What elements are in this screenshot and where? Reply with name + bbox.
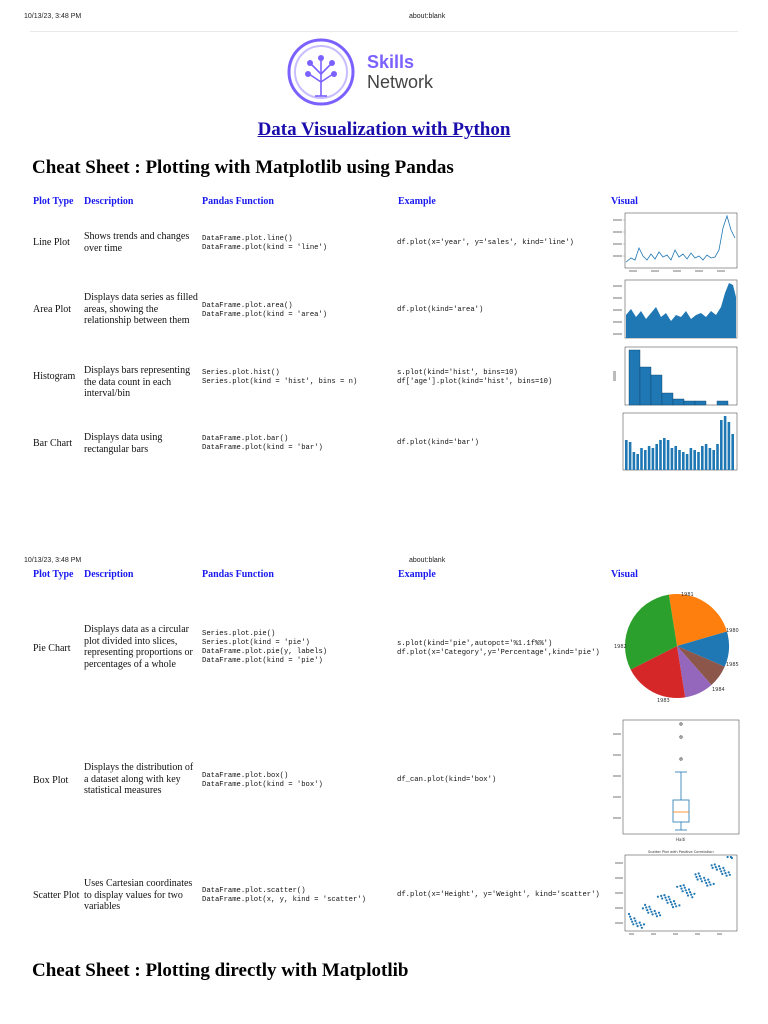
scatter-point <box>632 923 634 925</box>
bar-mark <box>671 448 674 470</box>
bar-mark <box>690 448 693 470</box>
scatter-point <box>718 865 720 867</box>
scatter-point <box>669 898 671 900</box>
scatter-point <box>719 868 721 870</box>
scatter-point <box>631 921 633 923</box>
scatter-point <box>635 922 637 924</box>
row-type: Area Plot <box>33 304 72 315</box>
histogram-visual <box>611 345 739 409</box>
scatter-point <box>641 927 643 929</box>
scatter-point <box>695 876 697 878</box>
scatter-point <box>671 903 673 905</box>
scatter-point <box>713 883 715 885</box>
scatter-point <box>667 902 669 904</box>
col-header-function: Pandas Function <box>202 196 274 207</box>
scatter-point <box>714 863 716 865</box>
scatter-point <box>684 887 686 889</box>
scatter-point <box>644 904 646 906</box>
bar-mark <box>709 448 712 470</box>
print-url: about:blank <box>409 13 446 20</box>
row-description: Shows trends and changes over time <box>84 231 190 254</box>
row-example: df.plot(kind='bar') <box>397 439 479 447</box>
pie-label: 1984 <box>712 687 725 693</box>
bar-mark <box>678 450 681 470</box>
pie-chart-visual <box>611 588 741 712</box>
bar-mark <box>629 442 632 470</box>
bar-mark <box>655 444 658 470</box>
row-example: s.plot(kind='pie',autopct='%1.1f%%') df.plot(x='Category',y='Percentage',kind='pie') <box>397 640 600 657</box>
col-header-example: Example <box>398 569 436 580</box>
scatter-point <box>649 908 651 910</box>
scatter-point <box>722 867 724 869</box>
bar-mark <box>686 454 689 470</box>
document-title[interactable]: Data Visualization with Python <box>257 119 511 140</box>
row-type: Box Plot <box>33 775 69 786</box>
row-function: DataFrame.plot.scatter() DataFrame.plot(x, y, kind = 'scatter') <box>202 887 366 904</box>
pie-label: 1985 <box>726 662 739 668</box>
pie-label: 1981 <box>681 592 694 598</box>
scatter-point <box>729 874 731 876</box>
scatter-point <box>685 889 687 891</box>
bar-mark <box>720 420 723 470</box>
bar-chart-visual <box>611 411 739 479</box>
scatter-point <box>676 886 678 888</box>
scatter-point <box>688 888 690 890</box>
scatter-point <box>655 913 657 915</box>
box-plot-visual <box>611 718 741 844</box>
scatter-point <box>699 875 701 877</box>
header-divider <box>30 31 738 32</box>
scatter-point <box>652 913 654 915</box>
bar-mark <box>652 448 655 470</box>
scatter-point <box>727 856 729 858</box>
scatter-point <box>628 913 630 915</box>
scatter-point <box>709 884 711 886</box>
scatter-point <box>661 897 663 899</box>
col-header-description: Description <box>84 569 134 580</box>
scatter-point <box>724 872 726 874</box>
col-header-plot-type: Plot Type <box>33 569 74 580</box>
row-type: Bar Chart <box>33 438 73 449</box>
scatter-point <box>658 912 660 914</box>
bar-mark <box>640 448 643 470</box>
bar-mark <box>682 452 685 470</box>
scatter-point <box>716 869 718 871</box>
bar-mark <box>712 450 715 470</box>
bar-mark <box>705 444 708 470</box>
row-type: Line Plot <box>33 237 70 248</box>
scatter-point <box>723 869 725 871</box>
row-function: Series.plot.pie() Series.plot(kind = 'pie') DataFrame.plot.pie(y, labels) DataFrame.plot(kind = 'pie') <box>202 630 328 665</box>
row-example: df.plot(x='year', y='sales', kind='line') <box>397 239 574 247</box>
scatter-point <box>640 924 642 926</box>
bar-mark <box>667 440 670 470</box>
col-header-visual: Visual <box>611 569 638 580</box>
scatter-point <box>660 895 662 897</box>
scatter-point <box>690 894 692 896</box>
scatter-point <box>715 866 717 868</box>
bar-mark <box>625 440 628 470</box>
logo-line2: Network <box>367 72 434 92</box>
row-example: df_can.plot(kind='box') <box>397 776 497 784</box>
scatter-point <box>683 884 685 886</box>
line-plot-visual <box>611 210 739 276</box>
scatter-point <box>707 879 709 881</box>
row-description: Displays bars representing the data count in each interval/bin <box>84 365 191 399</box>
row-function: DataFrame.plot.box() DataFrame.plot(kind = 'box') <box>202 772 323 789</box>
scatter-point <box>679 885 681 887</box>
logo-line1: Skills <box>367 52 415 72</box>
scatter-point <box>670 901 672 903</box>
print-datetime-2: 10/13/23, 3:48 PM <box>24 557 82 564</box>
scatter-point <box>672 906 674 908</box>
scatter-point <box>668 896 670 898</box>
bar-mark <box>693 450 696 470</box>
bar-mark <box>716 444 719 470</box>
scatter-point <box>703 877 705 879</box>
scatter-point <box>700 878 702 880</box>
col-header-example: Example <box>398 196 436 207</box>
scatter-point <box>694 873 696 875</box>
row-example: df.plot(kind='area') <box>397 306 484 314</box>
scatter-point <box>712 867 714 869</box>
scatter-point <box>705 882 707 884</box>
bar-mark <box>697 452 700 470</box>
scatter-point <box>711 864 713 866</box>
scatter-point <box>693 893 695 895</box>
row-description: Displays the distribution of a dataset along with key statistical measures <box>84 762 194 796</box>
scatter-point <box>674 903 676 905</box>
row-function: DataFrame.plot.bar() DataFrame.plot(kind = 'bar') <box>202 435 323 452</box>
row-function: DataFrame.plot.line() DataFrame.plot(kind = 'line') <box>202 235 328 252</box>
row-function: Series.plot.hist() Series.plot(kind = 'hist', bins = n) <box>202 369 358 386</box>
scatter-point <box>706 885 708 887</box>
area-plot-visual <box>611 277 739 343</box>
scatter-point <box>687 894 689 896</box>
scatter-point <box>634 920 636 922</box>
scatter-point <box>721 873 723 875</box>
scatter-point <box>682 890 684 892</box>
row-description: Displays data as a circular plot divided into slices, representing proportions or percentages of a whole <box>84 624 193 670</box>
bar-mark <box>633 452 636 470</box>
pie-label: 1983 <box>657 698 670 704</box>
row-type: Pie Chart <box>33 643 71 654</box>
scatter-point <box>654 910 656 912</box>
scatter-point <box>665 899 667 901</box>
scatter-point <box>728 871 730 873</box>
scatter-point <box>678 904 680 906</box>
scatter-point <box>629 916 631 918</box>
scatter-point <box>697 878 699 880</box>
section2-title: Cheat Sheet : Plotting directly with Matplotlib <box>32 960 409 981</box>
scatter-title: Scatter Plot with Positive Correlation <box>648 850 714 854</box>
scatter-point <box>701 880 703 882</box>
scatter-point <box>664 897 666 899</box>
scatter-point <box>686 892 688 894</box>
scatter-point <box>673 900 675 902</box>
section1-title: Cheat Sheet : Plotting with Matplotlib using Pandas <box>32 157 454 178</box>
pie-label: 1980 <box>726 628 739 634</box>
row-type: Scatter Plot <box>33 890 80 901</box>
scatter-point <box>691 896 693 898</box>
scatter-point <box>639 922 641 924</box>
row-example: s.plot(kind='hist', bins=10) df['age'].plot(kind='hist', bins=10) <box>397 369 553 386</box>
scatter-point <box>680 888 682 890</box>
scatter-point <box>648 906 650 908</box>
bar-mark <box>701 446 704 470</box>
col-header-visual: Visual <box>611 196 638 207</box>
bar-mark <box>659 440 662 470</box>
print-url-2: about:blank <box>409 557 446 564</box>
scatter-point <box>633 917 635 919</box>
row-description: Uses Cartesian coordinates to display values for two variables <box>84 878 193 912</box>
bar-mark <box>648 446 651 470</box>
scatter-point <box>663 894 665 896</box>
col-header-plot-type: Plot Type <box>33 196 74 207</box>
box-x-label: Haiti <box>676 837 686 842</box>
scatter-point <box>731 857 733 859</box>
scatter-point <box>659 914 661 916</box>
row-type: Histogram <box>33 371 76 382</box>
scatter-point <box>689 891 691 893</box>
scatter-point <box>720 870 722 872</box>
scatter-point <box>704 879 706 881</box>
print-datetime: 10/13/23, 3:48 PM <box>24 13 82 20</box>
scatter-point <box>656 915 658 917</box>
scatter-point <box>637 925 639 927</box>
col-header-function: Pandas Function <box>202 569 274 580</box>
bar-mark <box>636 454 639 470</box>
scatter-point <box>650 911 652 913</box>
scatter-point <box>698 872 700 874</box>
scatter-point <box>657 896 659 898</box>
row-description: Displays data series as filled areas, showing the relationship between them <box>84 292 198 326</box>
scatter-point <box>642 907 644 909</box>
bar-mark <box>674 446 677 470</box>
bar-mark <box>644 450 647 470</box>
scatter-point <box>675 905 677 907</box>
scatter-point <box>647 912 649 914</box>
scatter-point <box>726 875 728 877</box>
scatter-point <box>643 923 645 925</box>
row-function: DataFrame.plot.area() DataFrame.plot(kind = 'area') <box>202 302 328 319</box>
row-description: Displays data using rectangular bars <box>84 432 163 455</box>
bar-mark <box>724 416 727 470</box>
scatter-point <box>630 918 632 920</box>
bar-mark <box>731 434 734 470</box>
pie-label: 1982 <box>614 644 627 650</box>
skills-network-logo <box>287 38 447 108</box>
bar-mark <box>663 438 666 470</box>
col-header-description: Description <box>84 196 134 207</box>
scatter-point <box>645 906 647 908</box>
row-example: df.plot(x='Height', y='Weight', kind='scatter') <box>397 891 600 899</box>
scatter-point <box>708 881 710 883</box>
scatter-point <box>646 909 648 911</box>
bar-mark <box>728 422 731 470</box>
scatter-plot-visual <box>611 847 741 941</box>
